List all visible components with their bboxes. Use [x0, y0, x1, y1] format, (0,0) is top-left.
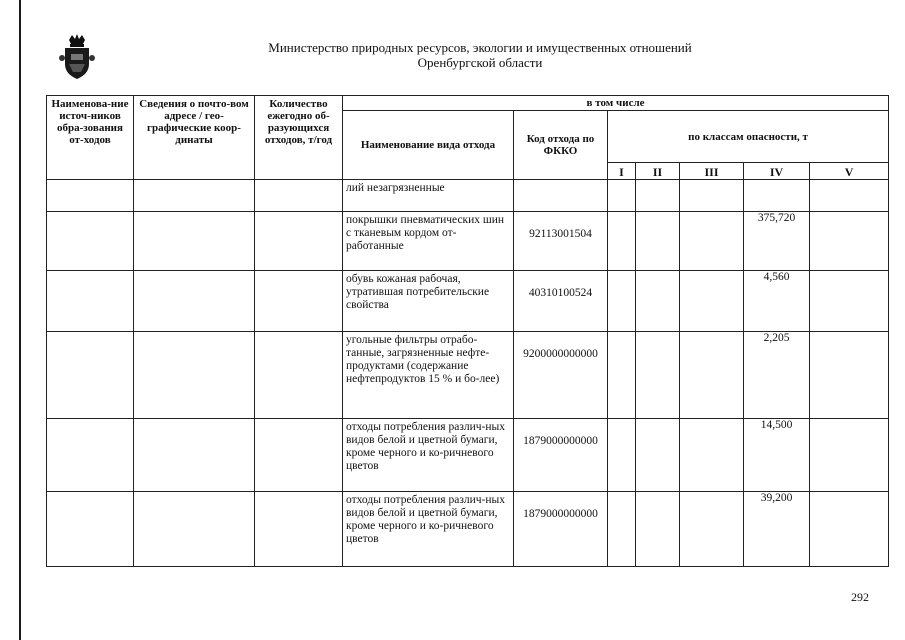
header-hazard-classes: по классам опасности, т	[608, 111, 889, 163]
table-row	[47, 180, 889, 212]
header-ministry-line: Министерство природных ресурсов, экологии и имущественных отношений	[268, 40, 692, 55]
waste-name-cell: отходы потребления различ-ных видов белой и цветной бумаги, кроме черного и ко-ричневого цветов	[346, 421, 505, 472]
header-class-ii: II	[636, 163, 680, 180]
header-class-iv: IV	[744, 163, 810, 180]
header-source: Наименова-ние источ-ников обра-зования от-ходов	[47, 96, 134, 180]
waste-name-cell: покрышки пневматических шин с тканевым кордом от-работанные	[346, 214, 505, 252]
class-iv-cell: 39,200	[744, 492, 810, 567]
waste-table	[46, 95, 889, 567]
table-row	[47, 332, 889, 419]
orenburg-coat-of-arms-icon	[59, 34, 95, 80]
waste-name-cell: отходы потребления различ-ных видов белой и цветной бумаги, кроме черного и ко-ричневого цветов	[346, 494, 505, 545]
table-row	[47, 419, 889, 492]
waste-name-cell: лий незагрязненные	[346, 182, 445, 194]
header-fkko-code: Код отхода по ФККО	[514, 111, 608, 180]
fkko-code-cell: 9200000000000	[523, 348, 598, 360]
page-number: 292	[851, 590, 869, 604]
table-row	[47, 212, 889, 271]
header-class-iii: III	[680, 163, 744, 180]
header-address: Сведения о почто-вом адресе / гео-графические коор-динаты	[134, 96, 255, 180]
binder-line	[19, 0, 21, 640]
table-row	[47, 271, 889, 332]
header-class-v: V	[810, 163, 889, 180]
class-iv-cell: 375,720	[744, 212, 810, 271]
fkko-code-cell: 40310100524	[528, 287, 593, 299]
fkko-code-cell: 1879000000000	[523, 435, 598, 447]
header-including: в том числе	[343, 96, 889, 111]
table-row	[47, 492, 889, 567]
class-iv-cell	[744, 180, 810, 212]
fkko-code-cell: 1879000000000	[523, 508, 598, 520]
waste-name-cell: угольные фильтры отрабо-танные, загрязненные нефте-продуктами (содержание нефтепродуктов 15 % и бо-лее)	[346, 334, 500, 385]
header-region-line: Оренбургской области	[417, 55, 543, 70]
header-waste-name: Наименование вида отхода	[343, 111, 514, 180]
header-class-i: I	[608, 163, 636, 180]
fkko-code-cell	[514, 180, 607, 196]
fkko-code-cell: 92113001504	[529, 228, 592, 240]
document-header	[180, 40, 780, 70]
waste-name-cell: обувь кожаная рабочая, утратившая потребительские свойства	[346, 273, 490, 311]
class-iv-cell: 2,205	[744, 332, 810, 419]
class-iv-cell: 4,560	[744, 271, 810, 332]
header-quantity: Количество ежегодно об-разующихся отходов, т/год	[255, 96, 343, 180]
class-iv-cell: 14,500	[744, 419, 810, 492]
